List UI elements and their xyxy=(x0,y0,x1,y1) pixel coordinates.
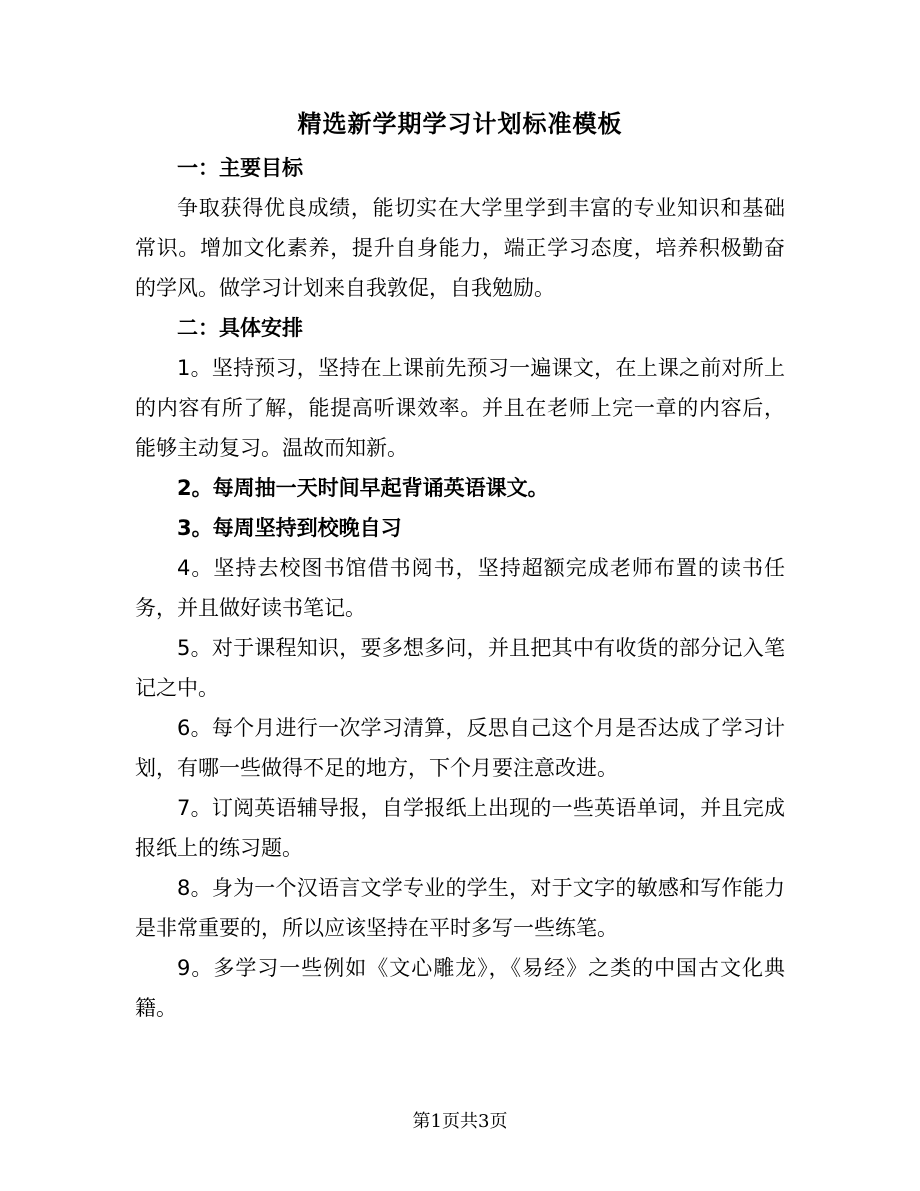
list-item-4: 4。坚持去校图书馆借书阅书，坚持超额完成老师布置的读书任务，并且做好读书笔记。 xyxy=(135,556,785,620)
document-title: 精选新学期学习计划标准模板 xyxy=(297,110,623,138)
list-item-6: 6。每个月进行一次学习清算，反思自己这个月是否达成了学习计划，有哪一些做得不足的地方，下个月要注意改进。 xyxy=(135,716,785,780)
section-heading-arrangement: 二：具体安排 xyxy=(177,316,303,340)
list-item-1: 1。坚持预习，坚持在上课前先预习一遍课文，在上课之前对所上的内容有所了解，能提高听课效率。并且在老师上完一章的内容后，能够主动复习。温故而知新。 xyxy=(135,356,785,460)
list-item-8: 8。身为一个汉语言文学专业的学生，对于文字的敏感和写作能力是非常重要的，所以应该坚持在平时多写一些练笔。 xyxy=(135,876,785,940)
section-heading-goals: 一：主要目标 xyxy=(177,156,303,180)
list-item-2: 2。每周抽一天时间早起背诵英语课文。 xyxy=(177,476,549,500)
paragraph-goals: 争取获得优良成绩，能切实在大学里学到丰富的专业知识和基础常识。增加文化素养，提升自身能力，端正学习态度，培养积极勤奋的学风。做学习计划来自我敦促，自我勉励。 xyxy=(135,196,785,300)
document-body xyxy=(135,148,785,1028)
page-number-footer: 第1页共3页 xyxy=(412,1111,508,1132)
list-item-7: 7。订阅英语辅导报，自学报纸上出现的一些英语单词，并且完成报纸上的练习题。 xyxy=(135,796,785,860)
list-item-3: 3。每周坚持到校晚自习 xyxy=(177,516,402,540)
list-item-9: 9。多学习一些例如《文心雕龙》，《易经》之类的中国古文化典籍。 xyxy=(135,956,785,1020)
list-item-5: 5。对于课程知识，要多想多问，并且把其中有收货的部分记入笔记之中。 xyxy=(135,636,785,700)
